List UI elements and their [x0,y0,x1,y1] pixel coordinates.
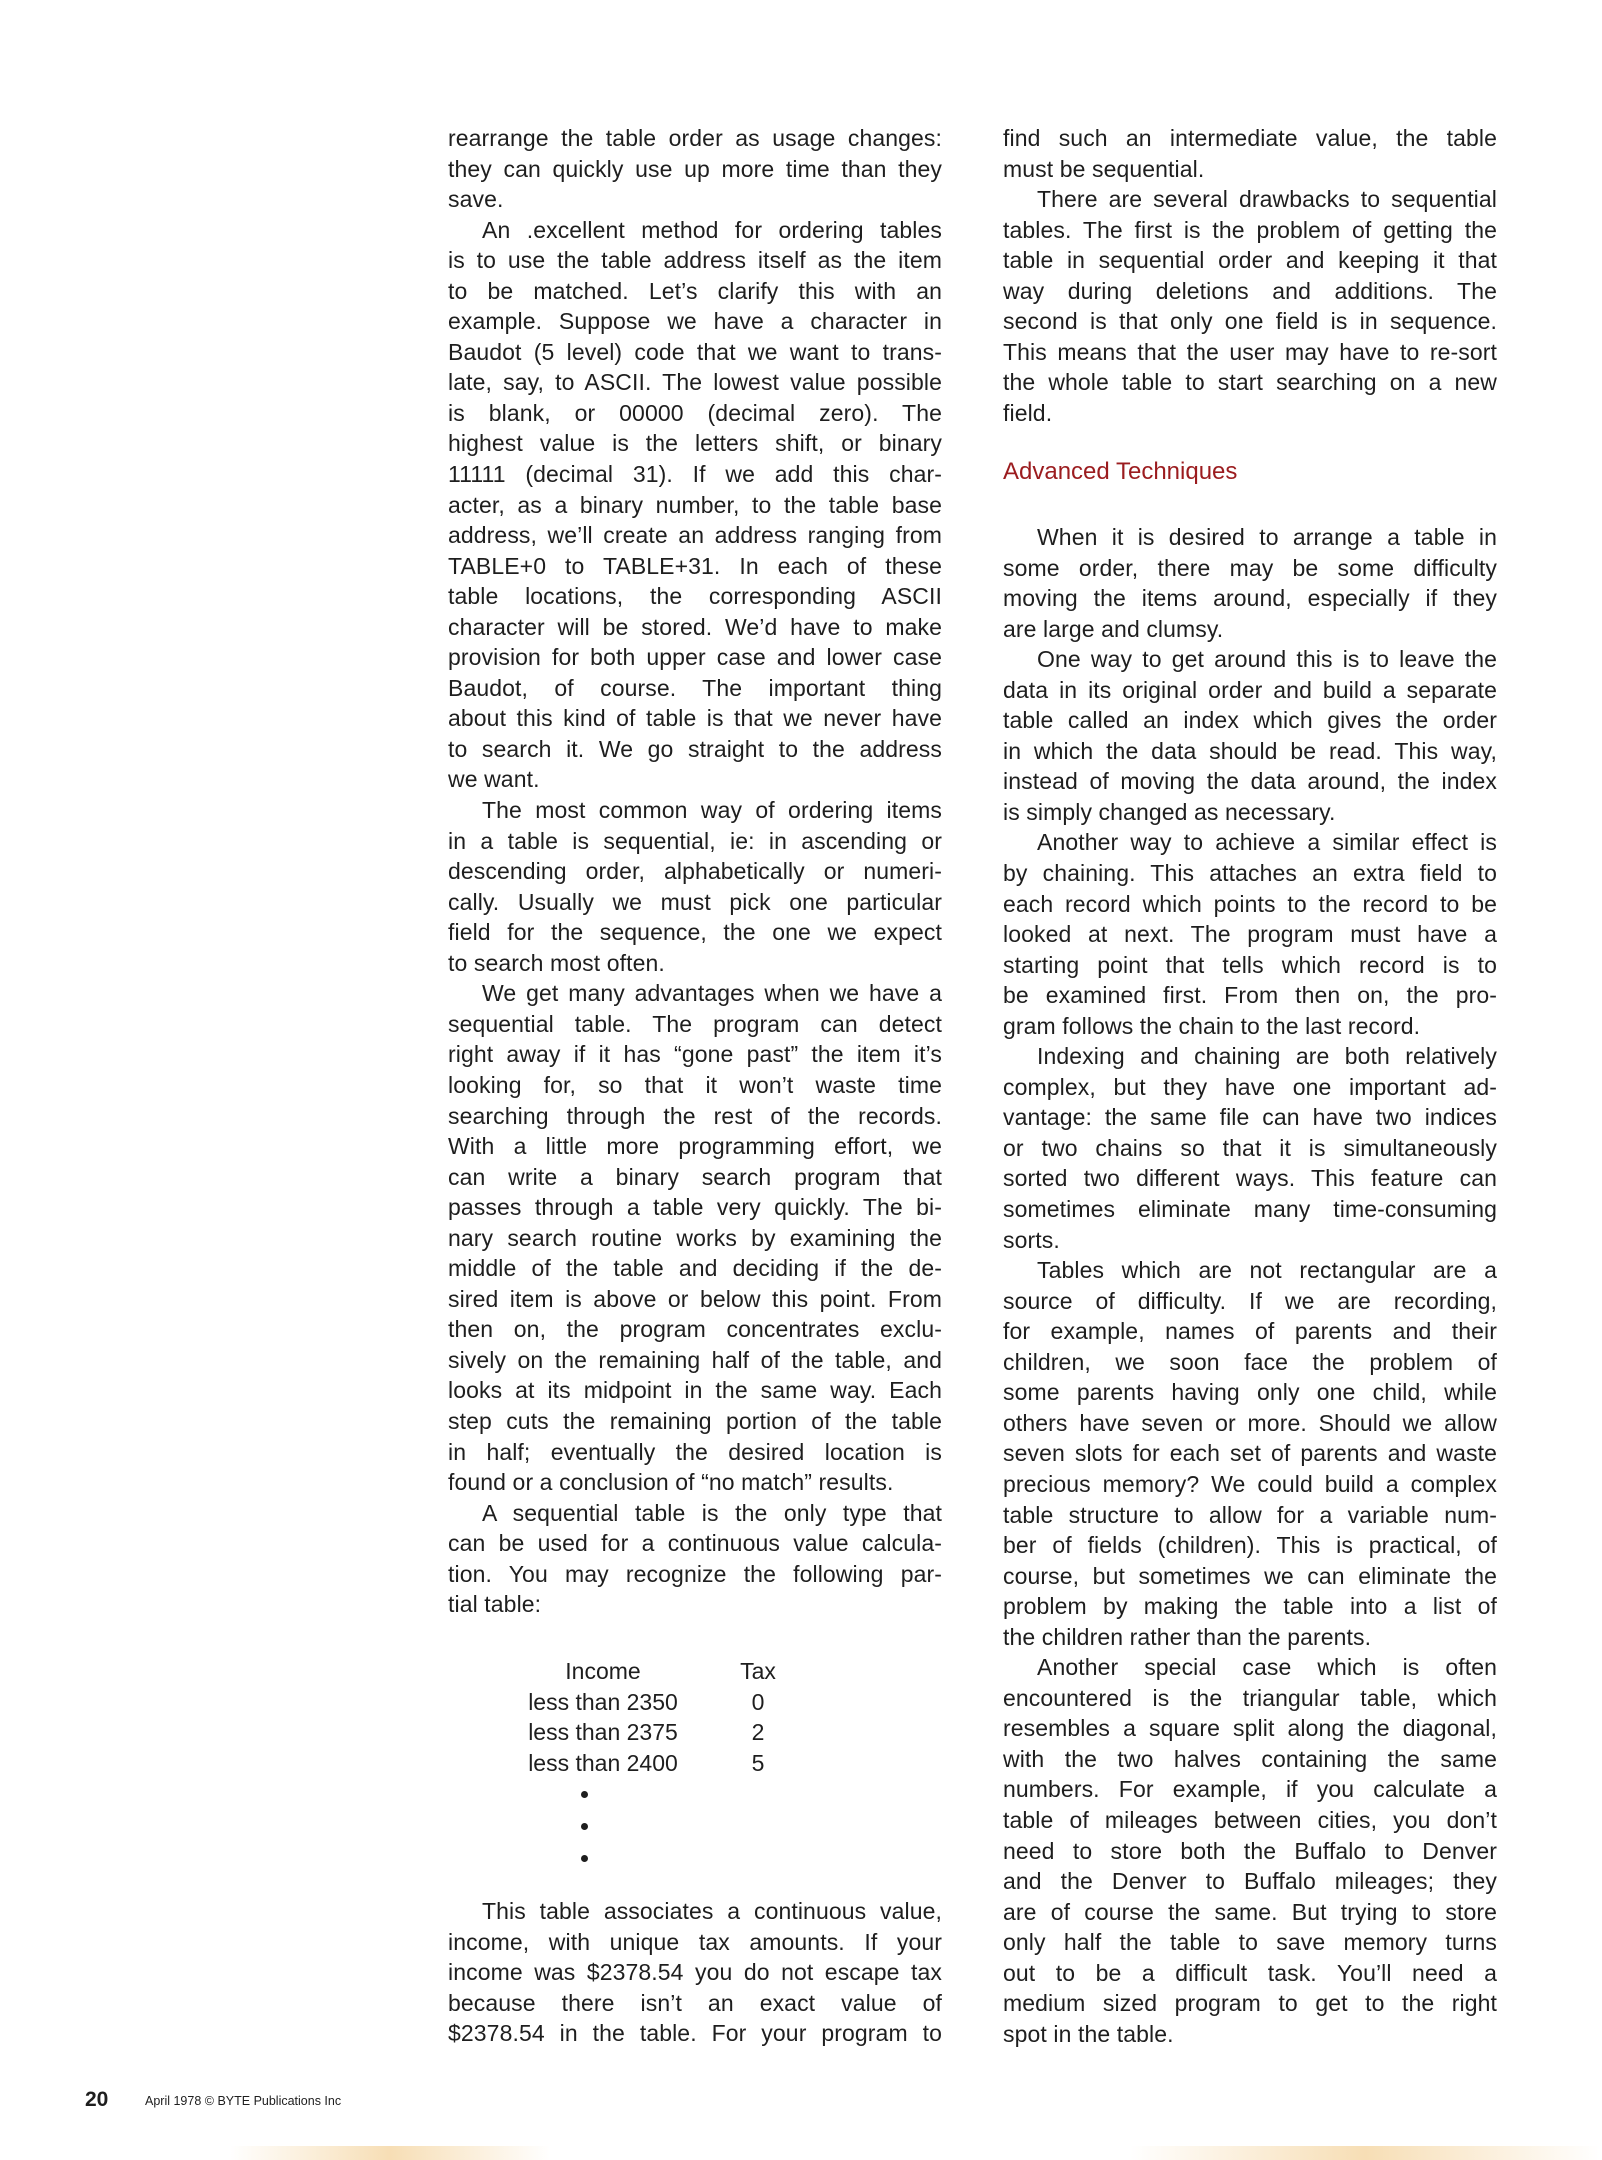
text-line: about this kind of table is that we never have [448,705,942,732]
text-line: and the Denver to Buffalo mileages; they [1003,1868,1497,1895]
table-row [448,1687,942,1718]
text-line: tion. You may recognize the following par- [448,1560,942,1587]
text-line: seven slots for each set of parents and waste [1003,1440,1497,1467]
text-line: provision for both upper case and lower case [448,644,942,671]
text-line: in a table is sequential, ie: in ascending or [448,827,942,854]
text-line: find such an intermediate value, the table [1003,125,1497,151]
text-line: income, with unique tax amounts. If your [448,1928,942,1955]
text-line: instead of moving the data around, the index [1003,768,1497,795]
text-line: to be matched. Let’s clarify this with an [448,277,942,304]
text-line: tial table: [448,1591,542,1618]
text-line: example. Suppose we have a character in [448,308,942,335]
text-line: vantage: the same file can have two indices [1003,1104,1497,1131]
text-line: complex, but they have one important ad- [1003,1073,1497,1100]
text-line: others have seven or more. Should we allow [1003,1409,1497,1436]
text-line: This table associates a continuous value, [482,1898,942,1924]
text-line: When it is desired to arrange a table in [1037,524,1497,550]
text-line: spot in the table. [1003,2020,1174,2047]
text-line: sometimes eliminate many time-consuming [1003,1196,1497,1223]
text-line: descending order, alphabetically or numeri- [448,858,942,885]
text-line: course, but sometimes we can eliminate the [1003,1562,1497,1589]
text-line: by chaining. This attaches an extra field to [1003,860,1497,887]
text-line: passes through a table very quickly. The bi- [448,1194,942,1221]
tax-table-header [448,1656,942,1687]
left-column-block-2 [448,1896,942,2049]
text-line: sively on the remaining half of the table, and [448,1346,942,1373]
text-line: Baudot (5 level) code that we want to trans- [448,338,942,365]
text-line: encountered is the triangular table, which [1003,1684,1497,1711]
text-line: The most common way of ordering items [482,797,942,824]
text-line: medium sized program to get to the right [1003,1990,1497,2017]
text-line: tables. The first is the problem of getting the [1003,216,1497,243]
text-line: With a little more programming effort, we [448,1133,942,1160]
text-line: sorted two different ways. This feature can [1003,1165,1497,1192]
ellipsis-dot [581,1855,588,1862]
section-heading: Advanced Techniques [1003,458,1238,485]
text-line: sequential table. The program can detect [448,1010,942,1037]
text-line: Another special case which is often [1037,1654,1497,1681]
tax-table [448,1656,942,1778]
text-line: late, say, to ASCII. The lowest value possible [448,369,942,396]
tax-cell: 5 [751,1749,765,1776]
table-row [448,1748,942,1779]
text-line: is simply changed as necessary. [1003,798,1336,825]
text-line: We get many advantages when we have a [482,980,942,1007]
text-line: $2378.54 in the table. For your program to [448,2020,942,2047]
text-line: field for the sequence, the one we expect [448,919,942,946]
text-line: we want. [448,766,540,793]
text-line: to search most often. [448,949,665,976]
text-line: Another way to achieve a similar effect is [1037,829,1497,856]
text-line: children, we soon face the problem of [1003,1348,1497,1375]
income-cell: less than 2350 [528,1688,678,1715]
text-line: A sequential table is the only type that [482,1499,942,1526]
text-line: looked at next. The program must have a [1003,921,1497,948]
text-line: can write a binary search program that [448,1163,942,1190]
income-header: Income [565,1658,641,1684]
text-line: An .excellent method for ordering tables [482,216,942,243]
tax-cell: 0 [751,1688,765,1715]
text-line: nary search routine works by examining the [448,1224,942,1251]
text-line: address, we’ll create an address ranging from [448,522,942,549]
right-column-block-1 [1003,123,1497,428]
text-line: or two chains so that it is simultaneously [1003,1134,1497,1161]
text-line: second is that only one field is in sequence. [1003,308,1497,335]
ellipsis-dot [581,1823,588,1830]
text-line: data in its original order and build a separate [1003,676,1497,703]
text-line: can be used for a continuous value calcula- [448,1530,942,1557]
text-line: Baudot, of course. The important thing [448,674,942,701]
page-edge-stain [1130,2146,1600,2160]
text-line: table structure to allow for a variable num- [1003,1501,1497,1528]
text-line: some parents having only one child, while [1003,1379,1497,1406]
text-line: in half; eventually the desired location is [448,1438,942,1465]
text-line: be examined first. From then on, the pro- [1003,982,1497,1009]
text-line: resembles a square split along the diagonal, [1003,1715,1497,1742]
text-line: character will be stored. We’d have to make [448,613,942,640]
text-line: table of mileages between cities, you don’t [1003,1806,1497,1833]
text-line: income was $2378.54 you do not escape tax [448,1959,942,1986]
tax-cell: 2 [751,1719,765,1745]
text-line: sired item is above or below this point. From [448,1285,942,1312]
publication-credit: April 1978 © BYTE Publications Inc [145,2094,342,2108]
text-line: need to store both the Buffalo to Denver [1003,1837,1497,1864]
text-line: This means that the user may have to re-sort [1003,338,1497,365]
text-line: table locations, the corresponding ASCII [448,583,942,610]
text-line: Tables which are not rectangular are a [1037,1257,1497,1284]
page-edge-stain [230,2146,550,2160]
text-line: field. [1003,399,1053,426]
text-line: source of difficulty. If we are recording, [1003,1287,1497,1314]
text-line: starting point that tells which record is to [1003,951,1497,978]
text-line: table called an index which gives the order [1003,707,1497,734]
text-line: searching through the rest of the records. [448,1102,942,1129]
text-line: found or a conclusion of “no match” results. [448,1469,894,1496]
text-line: is to use the table address itself as the item [448,247,942,274]
text-line: are large and clumsy. [1003,615,1224,642]
text-line: acter, as a binary number, to the table base [448,491,942,518]
text-line: gram follows the chain to the last record. [1003,1012,1421,1039]
text-line: right away if it has “gone past” the item it’s [448,1041,942,1068]
text-line: are of course the same. But trying to store [1003,1898,1497,1925]
text-line: way during deletions and additions. The [1003,277,1497,304]
text-line: One way to get around this is to leave the [1037,646,1497,673]
text-line: in which the data should be read. This way, [1003,737,1497,764]
text-line: TABLE+0 to TABLE+31. In each of these [448,552,942,579]
tax-header: Tax [740,1658,776,1684]
text-line: numbers. For example, if you calculate a [1003,1776,1497,1803]
text-line: moving the items around, especially if they [1003,585,1497,612]
text-line: step cuts the remaining portion of the table [448,1407,942,1434]
text-line: table in sequential order and keeping it that [1003,247,1497,274]
text-line: cally. Usually we must pick one particular [448,888,942,915]
text-line: is blank, or 00000 (decimal zero). The [448,399,942,426]
text-line: Indexing and chaining are both relatively [1037,1043,1497,1070]
text-line: the whole table to start searching on a new [1003,369,1497,396]
text-line: looks at its midpoint in the same way. Each [448,1377,942,1404]
text-line: each record which points to the record to be [1003,890,1497,917]
text-line: the children rather than the parents. [1003,1623,1372,1650]
text-line: sorts. [1003,1226,1060,1253]
text-line: to search it. We go straight to the address [448,735,942,762]
left-column-block-1 [448,123,942,1620]
ellipsis-dot [581,1791,588,1798]
income-cell: less than 2400 [528,1749,678,1776]
text-line: some order, there may be some difficulty [1003,554,1497,581]
text-line: with the two halves containing the same [1003,1745,1497,1772]
text-line: must be sequential. [1003,155,1205,182]
text-line: problem by making the table into a list of [1003,1593,1497,1620]
text-line: ber of fields (children). This is practical, of [1003,1532,1497,1559]
text-line: There are several drawbacks to sequential [1037,186,1497,213]
text-line: then on, the program concentrates exclu- [448,1316,942,1343]
text-line: out to be a difficult task. You’ll need a [1003,1959,1497,1986]
text-line: save. [448,186,504,213]
right-column-block-2 [1003,522,1497,2049]
text-line: for example, names of parents and their [1003,1318,1497,1345]
text-line: because there isn’t an exact value of [448,1989,942,2016]
text-line: highest value is the letters shift, or binary [448,430,942,457]
text-line: looking for, so that it won’t waste time [448,1071,942,1098]
text-line: rearrange the table order as usage changes: [448,125,942,151]
income-cell: less than 2375 [528,1719,678,1745]
text-line: only half the table to save memory turns [1003,1929,1497,1956]
text-line: middle of the table and deciding if the de- [448,1255,942,1282]
table-row [448,1717,942,1748]
page-number: 20 [85,2088,109,2111]
text-line: precious memory? We could build a complex [1003,1470,1497,1497]
text-line: 11111 (decimal 31). If we add this char- [448,461,942,488]
text-line: they can quickly use up more time than they [448,155,942,182]
